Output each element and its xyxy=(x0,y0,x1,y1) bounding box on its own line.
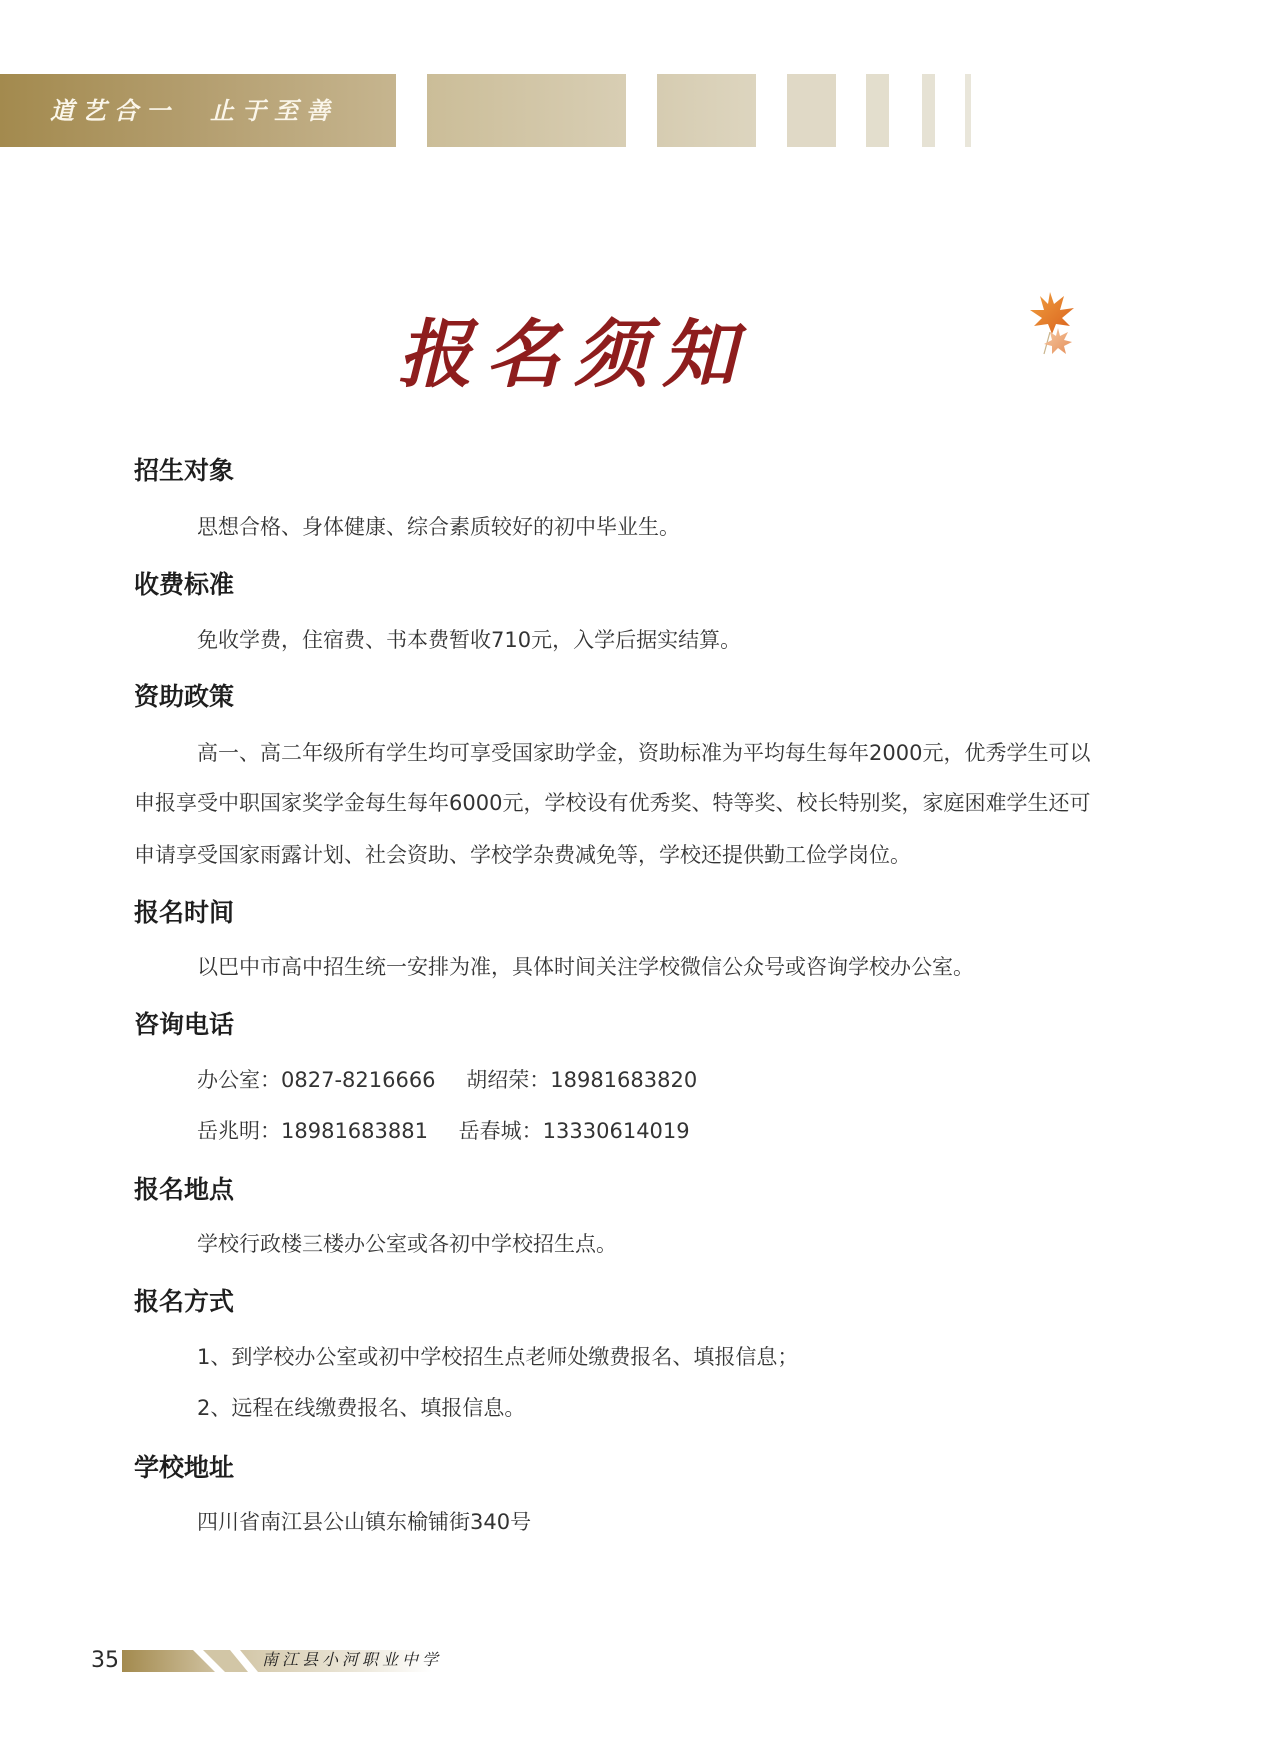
section-heading-school-address: 学校地址 xyxy=(134,1453,235,1482)
page-title: 报名须知 xyxy=(398,312,750,398)
motto-text: 道艺合一 止于至善 xyxy=(50,96,338,125)
header-band-segment xyxy=(657,74,756,147)
contact-entry xyxy=(466,1066,697,1094)
contact-separator: ： xyxy=(529,1068,551,1092)
section-heading-financial-aid: 资助政策 xyxy=(134,682,235,711)
page-number: 35 xyxy=(91,1648,119,1673)
contact-entry xyxy=(197,1066,436,1094)
header-band xyxy=(0,74,396,147)
section-text: 思想合格、身体健康、综合素质较好的初中毕业生。 xyxy=(197,515,680,539)
section-text: 四川省南江县公山镇东榆铺街340号 xyxy=(197,1510,532,1534)
section-text: 学校行政楼三楼办公室或各初中学校招生点。 xyxy=(197,1232,617,1256)
header-band-segment xyxy=(922,74,935,147)
contact-row xyxy=(197,1117,690,1145)
section-heading-registration-method: 报名方式 xyxy=(134,1287,235,1316)
contact-entry xyxy=(459,1117,690,1145)
contact-row xyxy=(197,1066,697,1094)
section-heading-registration-location: 报名地点 xyxy=(134,1175,235,1204)
contact-name: 办公室 xyxy=(197,1068,260,1092)
contact-entry xyxy=(197,1117,428,1145)
section-text: 高一、高二年级所有学生均可享受国家助学金，资助标准为平均每生每年2000元，优秀学生可以 xyxy=(197,741,1091,765)
contact-phone: 13330614019 xyxy=(542,1119,690,1143)
header-band-segment xyxy=(787,74,836,147)
contact-separator: ： xyxy=(260,1068,281,1092)
contact-name: 胡绍荣 xyxy=(466,1068,530,1092)
header-band-segment xyxy=(427,74,626,147)
section-heading-fees: 收费标准 xyxy=(134,570,235,599)
header-band-segment xyxy=(965,74,971,147)
contact-separator: ： xyxy=(521,1119,543,1143)
section-text: 申报享受中职国家奖学金每生每年6000元，学校设有优秀奖、特等奖、校长特别奖，家庭困难学生还可 xyxy=(134,791,1091,815)
section-heading-contact-phone: 咨询电话 xyxy=(134,1010,235,1039)
footer-school-name: 南江县小河职业中学 xyxy=(262,1650,443,1669)
contact-name: 岳兆明 xyxy=(197,1119,260,1143)
section-text: 免收学费，住宿费、书本费暂收710元，入学后据实结算。 xyxy=(197,628,742,652)
contact-phone: 0827-8216666 xyxy=(281,1068,436,1092)
list-item: 1、到学校办公室或初中学校招生点老师处缴费报名、填报信息； xyxy=(197,1345,799,1369)
section-heading-enrollment-target: 招生对象 xyxy=(134,456,235,485)
contact-phone: 18981683820 xyxy=(550,1068,698,1092)
contact-name: 岳春城 xyxy=(458,1119,522,1143)
contact-phone: 18981683881 xyxy=(281,1119,428,1143)
header-band-segment xyxy=(866,74,889,147)
maple-leaf-icon xyxy=(1020,288,1084,360)
section-heading-registration-time: 报名时间 xyxy=(134,898,235,927)
section-text: 以巴中市高中招生统一安排为准，具体时间关注学校微信公众号或咨询学校办公室。 xyxy=(197,955,974,979)
list-item: 2、远程在线缴费报名、填报信息。 xyxy=(197,1396,526,1420)
contact-separator: ： xyxy=(260,1119,281,1143)
section-text: 申请享受国家雨露计划、社会资助、学校学杂费减免等，学校还提供勤工俭学岗位。 xyxy=(134,843,911,867)
